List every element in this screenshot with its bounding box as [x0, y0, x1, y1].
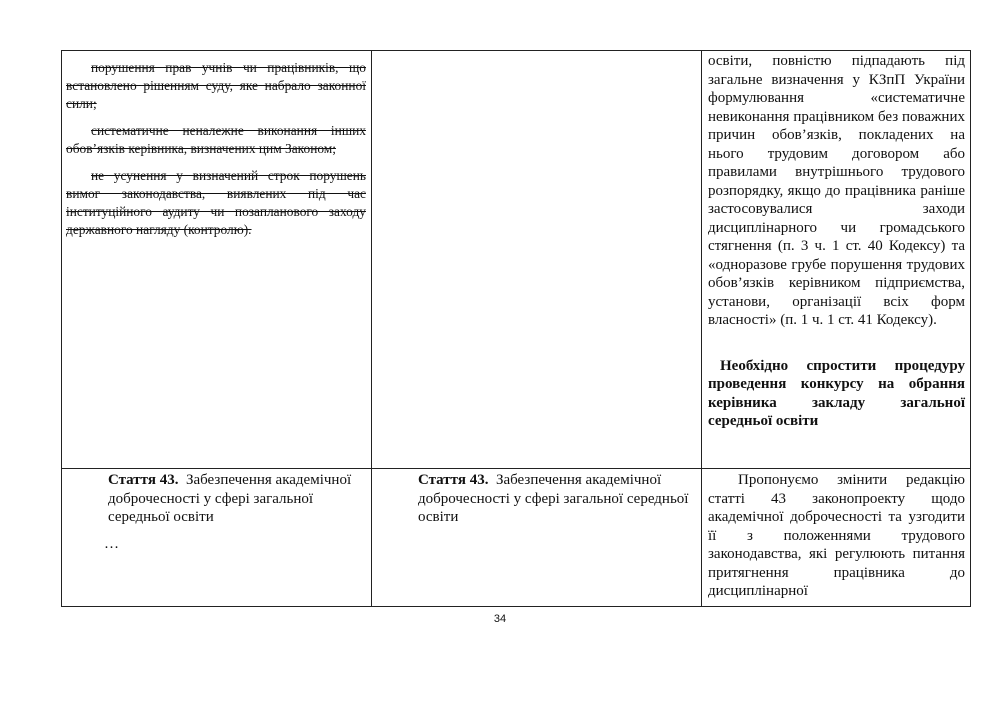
article-label: Стаття 43.	[108, 472, 179, 488]
cell-current-law	[62, 469, 372, 607]
article-title: Забезпечення академічної доброчесності у сфері загальної середньої освіти	[418, 472, 689, 525]
cell-draft-law	[372, 51, 702, 469]
struck-item: не усунення у визначений строк порушень вимог законодавства, виявлених під час інституційного аудиту чи позапланового заходу державного нагляду (контролю).	[66, 168, 366, 237]
table-row	[62, 51, 971, 469]
ellipsis: …	[104, 535, 119, 552]
page-number: 34	[493, 613, 507, 625]
struck-item: систематичне неналежне виконання інших обов’язків керівника, визначених цим Законом;	[66, 123, 366, 156]
cell-comment	[702, 51, 971, 469]
struck-item: порушення прав учнів чи працівників, що встановлено рішенням суду, яке набрало законної сили;	[66, 60, 366, 111]
comment-bold-proposal: Необхідно спростити процедуру проведення конкурсу на обрання керівника закладу загальної середньої освіти	[708, 357, 965, 429]
cell-draft-law	[372, 469, 702, 607]
comment-text: Пропонуємо змінити редакцію статті 43 законопроекту щодо академічної доброчесності та узгодити її з положеннями трудового законодавства, які регулюють питання притягнення працівника до дисциплінарної	[708, 472, 965, 599]
article-label: Стаття 43.	[418, 472, 489, 488]
comparison-table	[61, 50, 971, 607]
comment-text: освіти, повністю підпадають під загальне визначення у КЗпП України формулювання «систематичне невиконання працівником без поважних причин обов’язків, покладених на нього трудовим договором або правилами внутрішнього трудового розпорядку, якщо до працівника раніше застосовувалися заходи дисциплінарного чи громадського стягнення (п. 3 ч. 1 ст. 40 Кодексу) та «одноразове грубе порушення трудових обов’язків керівником підприємства, установи, організації всіх форм власності» (п. 1 ч. 1 ст. 41 Кодексу).	[708, 53, 965, 328]
table-row	[62, 469, 971, 607]
cell-current-law	[62, 51, 372, 469]
cell-comment	[702, 469, 971, 607]
struck-text-block	[62, 51, 371, 239]
article-title: Забезпечення академічної доброчесності у сфері загальної середньої освіти	[108, 472, 352, 525]
